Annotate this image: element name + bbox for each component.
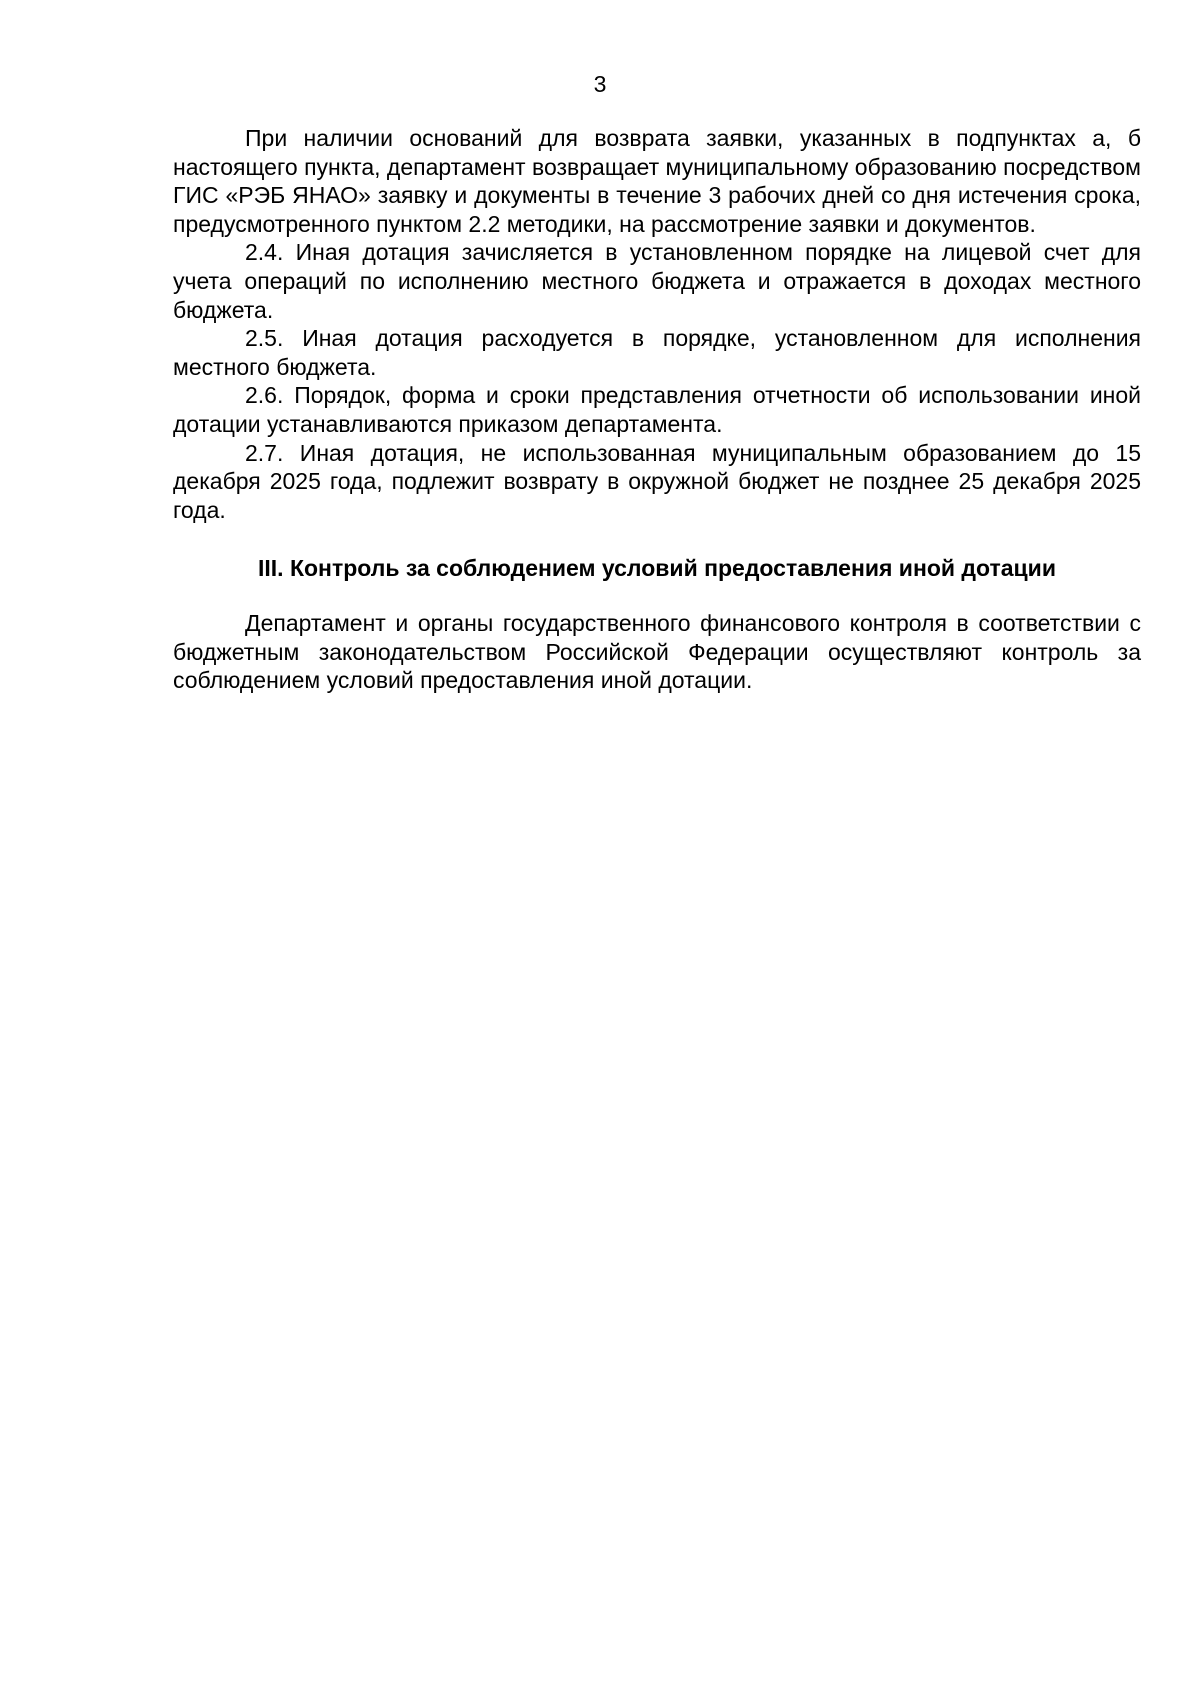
item-number: 2.5.	[245, 325, 284, 352]
paragraph-2-7	[173, 439, 1141, 525]
paragraph-2-6	[173, 381, 1141, 438]
paragraph-2-5	[173, 324, 1141, 381]
section-heading: III. Контроль за соблюдением условий предоставления иной дотации	[258, 555, 1056, 582]
item-number: 2.7.	[245, 439, 284, 466]
paragraph-control	[173, 609, 1141, 695]
paragraph-text: При наличии оснований для возврата заявки, указанных в подпунктах а, б настоящего пункта, департамент возвращает муниципальному образованию посредством ГИС «РЭБ ЯНАО» заявку и документы в течение 3 рабочих дней со дня истечения срока, предусмотренного пунктом 2.2 методики, на рассмотрение заявки и документов.	[173, 125, 1141, 237]
item-number: 2.4.	[245, 239, 284, 266]
document-body	[173, 124, 1141, 695]
item-number: 2.6.	[245, 382, 284, 409]
paragraph-text: Порядок, форма и сроки представления отчетности об использовании иной дотации устанавливаются приказом департамента.	[173, 382, 1142, 437]
paragraph-text: Иная дотация расходуется в порядке, установленном для исполнения местного бюджета.	[173, 325, 1141, 380]
paragraph-2-4	[173, 238, 1141, 324]
paragraph-text: Иная дотация, не использованная муниципальным образованием до 15 декабря 2025 года, подлежит возврату в окружной бюджет не позднее 25 декабря 2025 года.	[173, 439, 1142, 523]
page-number: 3	[593, 71, 607, 97]
paragraph-text: Департамент и органы государственного финансового контроля в соответствии с бюджетным законодательством Российской Федерации осуществляют контроль за соблюдением условий предоставления иной дотации.	[173, 609, 1141, 694]
paragraph-return-grounds	[173, 124, 1141, 238]
paragraph-text: Иная дотация зачисляется в установленном порядке на лицевой счет для учета операций по исполнению местного бюджета и отражается в доходах местного бюджета.	[173, 239, 1142, 323]
